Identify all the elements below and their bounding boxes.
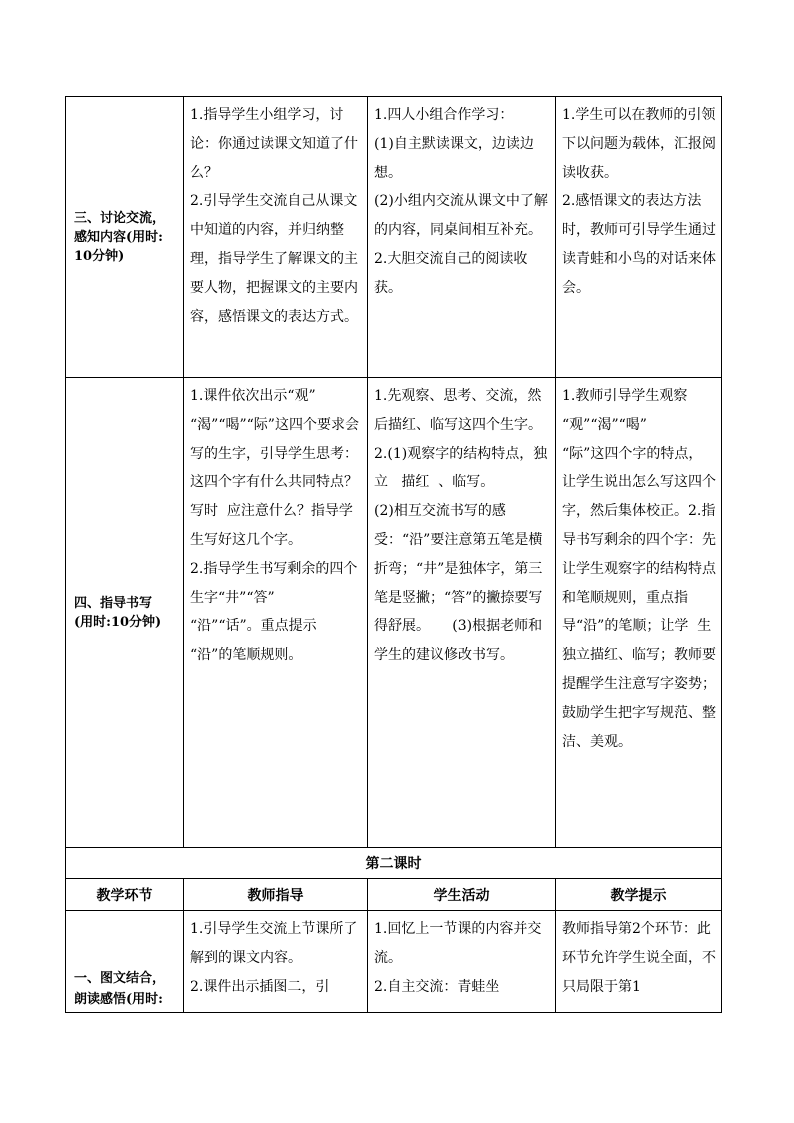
student-activity-cell: 1.四人小组合作学习： (1)自主默读课文，边读边想。 (2)小组内交流从课文中了解的内容，同桌间相互补充。 2.大胆交流自己的阅读收获。 — [368, 97, 556, 378]
header-tips: 教学提示 — [556, 879, 722, 911]
student-activity-cell: 1.先观察、思考、交流，然后描红、临写这四个生字。 2.(1)观察字的结构特点，独立 描红 、临写。 (2)相互交流书写的感受：“沿”要注意第五笔是横折弯；“井”是独体字，第三笔是竖撇；“答”的撇捺要写得舒展。 (3)根据老师和学生的建议修改书写。 — [368, 378, 556, 848]
stage-cell: 一、图文结合， 朗读感悟(用时: — [66, 911, 184, 1013]
stage-cell: 四、指导书写 (用时:10分钟) — [66, 378, 184, 848]
header-student: 学生活动 — [368, 879, 556, 911]
lesson-plan-table — [65, 96, 722, 1013]
header-row — [66, 879, 722, 911]
header-teacher: 教师指导 — [184, 879, 368, 911]
teacher-guidance-cell: 1.引导学生交流上节课所了解到的课文内容。 2.课件出示插图二，引 — [184, 911, 368, 1013]
stage-cell: 三、讨论交流， 感知内容(用时: 10分钟) — [66, 97, 184, 378]
section-title: 第二课时 — [66, 848, 722, 879]
teacher-guidance-cell: 1.指导学生小组学习，讨论：你通过读课文知道了什么？ 2.引导学生交流自己从课文中知道的内容，并归纳整理，指导学生了解课文的主要人物，把握课文的主要内容，感悟课文的表达方式。 — [184, 97, 368, 378]
student-activity-cell: 1.回忆上一节课的内容并交流。 2.自主交流：青蛙坐 — [368, 911, 556, 1013]
teacher-guidance-cell: 1.课件依次出示“观” “渴”“喝”“际”这四个要求会写的生字，引导学生思考：这四个字有什么共同特点？写时 应注意什么？指导学生写好这几个字。 2.指导学生书写剩余的四个 生字“井”“答” “沿”“话”。重点提示 “沿”的笔顺规则。 — [184, 378, 368, 848]
teaching-tip-cell: 1.学生可以在教师的引领下以问题为载体，汇报阅读收获。 2.感悟课文的表达方法时，教师可引导学生通过读青蛙和小鸟的对话来体会。 — [556, 97, 722, 378]
header-stage: 教学环节 — [66, 879, 184, 911]
teaching-tip-cell: 1.教师引导学生观察 “观”“渴”“喝” “际”这四个字的特点，让学生说出怎么写这四个字，然后集体校正。2.指导书写剩余的四个字：先让学生观察字的结构特点和笔顺规则，重点指导“沿”的笔顺；让学 生独立描红、临写；教师要提醒学生注意写字姿势；鼓励学生把字写规范、整洁、美观。 — [556, 378, 722, 848]
teaching-tip-cell: 教师指导第2个环节：此环节允许学生说全面，不只局限于第1 — [556, 911, 722, 1013]
section-title-row — [66, 848, 722, 879]
table-row — [66, 378, 722, 848]
table-row — [66, 911, 722, 1013]
table-row — [66, 97, 722, 378]
